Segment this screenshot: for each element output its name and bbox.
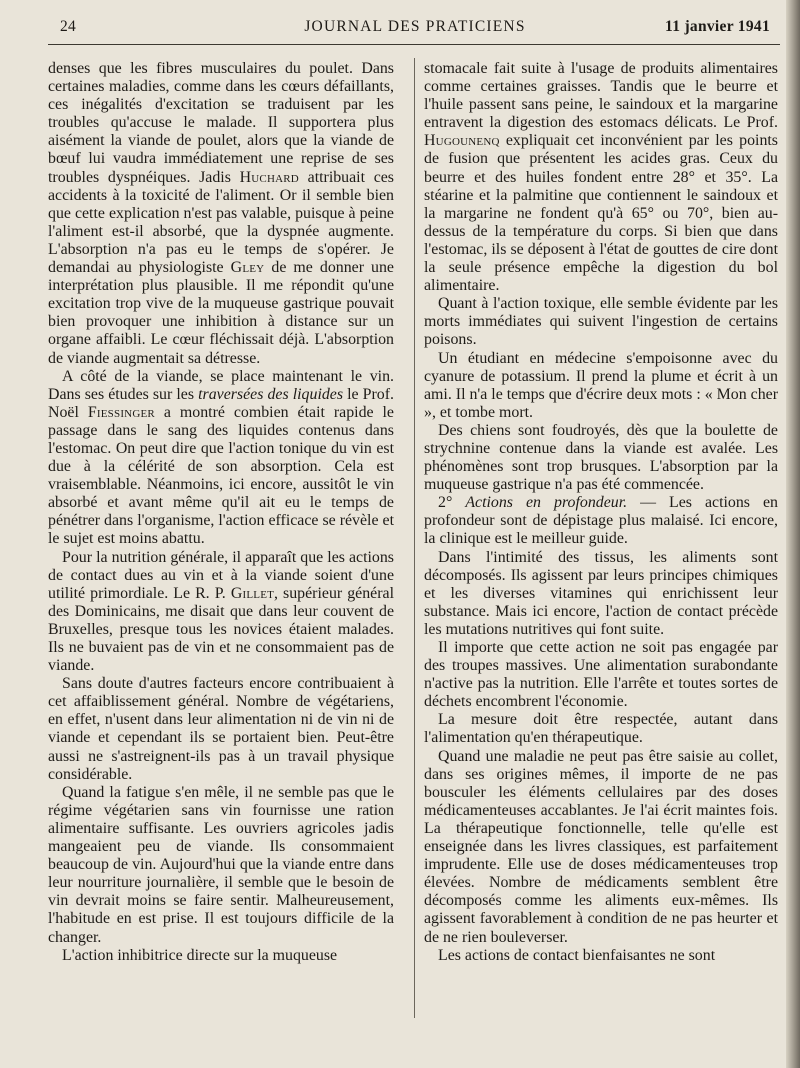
italic-term: traversées des liquides [198,385,344,403]
header-rule [48,44,780,45]
author-name: Gley [230,259,265,277]
page-edge-shadow [786,0,800,1068]
paragraph: denses que les fibres musculaires du poulet. Dans certaines maladies, comme dans les cœurs défaillants, ces inégalités d'excitation se traduisent par les troubles qu'accuse le malade. Il supportera plus aisément la viande de poulet, alors que la viande de bœuf lui vaudra immédiatement une reprise de ses troubles dyspnéiques. Jadis Huchard attribuait ces accidents à la toxicité de l'aliment. Or il semble bien que cette explication n'est pas valable, puisque à peine l'aliment est-il absorbé, que la dyspnée augmente. L'absorption n'a pas eu le temps de s'opérer. Je demandai au physiologiste Gley de me donner une interprétation plus plausible. Il me répondit qu'une excitation trop vive de la muqueuse gastrique pouvait bien provoquer une inhibition à distance sur un organe affaibli. Le cœur fléchissait déjà. L'absorption de viande augmentait sa détresse. [48,60,394,367]
page-number: 24 [60,18,77,35]
paragraph: Un étudiant en médecine s'empoisonne avec du cyanure de potassium. Il prend la plume et écrit à un ami. Il n'a le temps que d'écrire deux mots : « Mon cher », et tombe mort. [424,349,778,421]
paragraph: Dans l'intimité des tissus, les aliments sont décomposés. Ils agissent par leurs principes chimiques et les diverses vitamines qui enrichissent leur substance. Mais ici encore, l'action de contact précède les mutations nutritives qui font suite. [424,548,778,638]
journal-title: JOURNAL DES PRATICIENS [304,18,526,35]
paragraph: L'action inhibitrice directe sur la muqueuse [62,946,338,964]
paragraph: Quant à l'action toxique, elle semble évidente par les morts immédiates qui suivent l'ingestion de certains poisons. [424,295,778,349]
paragraph: La mesure doit être respectée, autant dans l'alimentation qu'en thérapeutique. [424,711,778,747]
author-name: Hugounenq [424,132,500,150]
paragraph: Quand une maladie ne peut pas être saisie au collet, dans ses origines mêmes, il importe de ne pas bousculer les éléments cellulaires par des doses médicamenteuses accablantes. Je l'ai écrit maintes fois. La thérapeutique fonctionnelle, telle qu'elle est enseignée dans les livres classiques, est parfaitement imprudente. Elle use de doses médicamenteuses trop élevées. Nombre de médicaments semblent être décomposés comme les aliments eux-mêmes. Ils agissent favorablement à condition de ne pas heurter et de ne rien bouleverser. [424,747,778,946]
paragraph: Il importe que cette action ne soit pas engagée par des troupes massives. Une alimentation surabondante n'active pas la nutrition. Elle l'arrête et toutes sortes de déchets encombrent l'économie. [424,639,778,711]
issue-date: 11 janvier 1941 [665,18,770,35]
right-column [424,60,778,1020]
paragraph: Sans doute d'autres facteurs encore contribuaient à cet affaiblissement général. Nombre de végétariens, en effet, n'usent dans leur alimentation ni de vin ni de viande et cependant ils se portaient bien. Peut-être aussi ne s'astreignent-ils pas à un travail physique considérable. [48,675,394,783]
section-heading: Actions en profondeur. [465,494,628,512]
running-header [60,18,770,42]
paragraph: Des chiens sont foudroyés, dès que la boulette de strychnine contenue dans la viande est avalée. Les phénomènes sont trop brusques. L'absorption par la muqueuse gastrique n'a pas été commencée. [424,421,778,494]
paragraph: Quand la fatigue s'en mêle, il ne semble pas que le régime végétarien sans vin fournisse une ration alimentaire suffisante. Les ouvriers agricoles jadis mangeaient peu de viande. Ils consommaient beaucoup de vin. Aujourd'hui que la viande entre dans leur nourriture journalière, il semble que le besoin de vin devrait moins se faire sentir. Malheureusement, l'habitude en est prise. Il est toujours difficile de la changer. [48,783,394,946]
paragraph: A côté de la viande, se place maintenant le vin. Dans ses études sur les traversées des liquides le Prof. Noël Fiessinger a montré combien était rapide le passage dans le sang des liquides contenus dans l'estomac. On peut dire que l'action tonique du vin est due à la célérité de son absorption. Cela est vraisemblable. Néanmoins, ici encore, aussitôt le vin absorbé et avant même qu'il ait eu le temps de pénétrer dans l'organisme, l'action efficace se révèle et le sujet est moins abattu. [48,367,394,548]
author-name: Gillet [230,584,275,602]
paragraph: Pour la nutrition générale, il apparaît que les actions de contact dues au vin et à la viande soient d'une utilité primordiale. Le R. P. Gillet, supérieur général des Dominicains, me disait que dans leur couvent de Bruxelles, presque tous les novices étaient malades. Ils ne buvaient pas de vin et ne consommaient pas de viande. [48,548,394,675]
author-name: Fiessinger [87,403,155,421]
author-name: Huchard [239,168,299,186]
section-paragraph: 2° Actions en profondeur. — Les actions en profondeur sont de dépistage plus malaisé. Ici encore, la clinique est le meilleur guide. [424,494,778,548]
left-column [48,60,394,1020]
column-divider [414,58,415,1018]
paragraph: Les actions de contact bienfaisantes ne sont [438,946,716,964]
paragraph: stomacale fait suite à l'usage de produits alimentaires comme certaines graisses. Tandis que le beurre et l'huile passent sans peine, le saindoux et la margarine entravent la digestion des estomacs délicats. Le Prof. Hugounenq expliquait cet inconvénient par les points de fusion que présentent les acides gras. Ceux du beurre et des huiles fondent entre 28° et 35°. La stéarine et la palmitine que contiennent le saindoux et la margarine ne fondent qu'à 65° ou 70°, bien au-dessus de la température du corps. Si bien que dans l'estomac, ils se déposent à l'état de gouttes de cire dont la seule présence empêche la digestion du bol alimentaire. [424,60,778,295]
